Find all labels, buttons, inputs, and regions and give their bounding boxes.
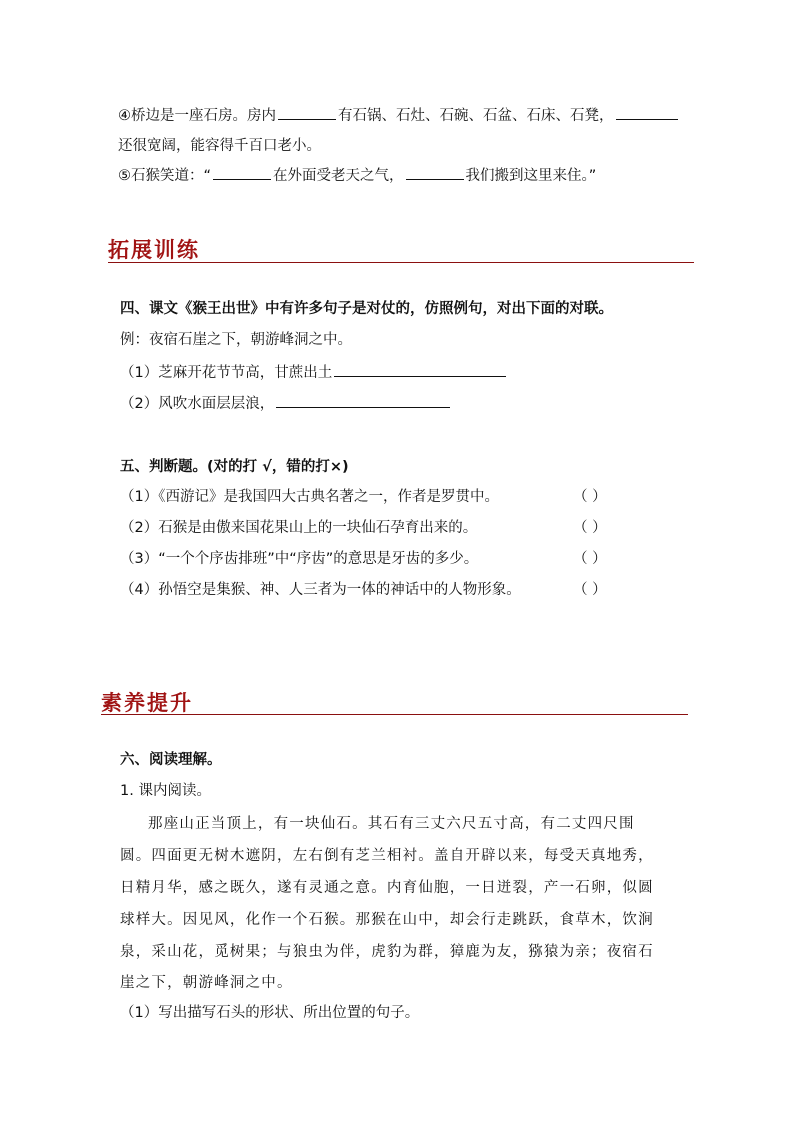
passage-line: 日精月华，感之既久，遂有灵通之意。内育仙胞，一日迸裂，产一石卵，似圆: [120, 880, 654, 896]
line-5-text-b: 在外面受老天之气，: [273, 168, 404, 184]
question-4-title: 四、课文《猴王出世》中有许多句子是对仗的，仿照例句，对出下面的对联。: [120, 301, 613, 317]
judge-item: （4）孙悟空是集猴、神、人三者为一体的神话中的人物形象。: [120, 582, 521, 598]
line-item-4: [118, 104, 680, 125]
fill-blank[interactable]: [406, 165, 464, 180]
couplet-item-2-text: （2）风吹水面层层浪，: [120, 396, 275, 412]
answer-blank[interactable]: [276, 393, 450, 408]
line-4-text-a: ④桥边是一座石房。房内: [118, 108, 276, 124]
couplet-item-1: [120, 361, 508, 382]
passage-line: 球样大。因见风，化作一个石猴。那猴在山中，却会行走跳跃，食草木，饮涧: [120, 912, 654, 928]
line-5-text-a: ⑤石猴笑道：“: [118, 168, 212, 184]
line-item-4-cont: [118, 134, 321, 155]
line-4-text-b: 有石锅、石灶、石碗、石盆、石床、石凳，: [338, 108, 614, 124]
answer-paren[interactable]: （ ）: [573, 489, 607, 505]
line-4-text-c: 还很宽阔，能容得千百口老小。: [118, 138, 321, 154]
answer-paren[interactable]: （ ）: [573, 582, 607, 598]
section-divider: [108, 262, 694, 263]
section-title-extension: 拓展训练: [108, 237, 200, 262]
fill-blank[interactable]: [616, 105, 678, 120]
line-item-5: [118, 164, 596, 185]
answer-paren[interactable]: （ ）: [573, 520, 607, 536]
section-title-literacy: 素养提升: [101, 690, 193, 715]
passage-line: 圆。四面更无树木遮阴，左右倒有芝兰相衬。盖自开辟以来，每受天真地秀，: [120, 848, 654, 864]
judge-item: （3）“一个个序齿排班”中“序齿”的意思是牙齿的多少。: [120, 551, 479, 567]
couplet-item-2: [120, 392, 452, 413]
judge-item: （2）石猴是由傲来国花果山上的一块仙石孕育出来的。: [120, 520, 478, 536]
section-divider: [101, 714, 688, 715]
example-line: 例：夜宿石崖之下，朝游峰洞之中。: [120, 332, 352, 348]
answer-blank[interactable]: [334, 362, 506, 377]
question-6-title: 六、阅读理解。: [120, 752, 222, 768]
sub-question-1: 1. 课内阅读。: [120, 783, 211, 799]
judge-item: （1）《西游记》是我国四大古典名著之一，作者是罗贯中。: [120, 489, 499, 505]
passage-line: 崖之下，朝游峰洞之中。: [120, 975, 293, 991]
fill-blank[interactable]: [278, 105, 336, 120]
couplet-item-1-text: （1）芝麻开花节节高，甘蔗出土: [120, 365, 333, 381]
fill-blank[interactable]: [213, 165, 271, 180]
question-5-title: 五、判断题。(对的打 √，错的打×): [120, 459, 349, 475]
line-5-text-c: 我们搬到这里来住。”: [465, 168, 597, 184]
answer-paren[interactable]: （ ）: [573, 551, 607, 567]
passage-line: 泉，采山花，觅树果；与狼虫为伴，虎豹为群，獐鹿为友，猕猿为亲；夜宿石: [120, 944, 654, 960]
passage-line: 那座山正当顶上，有一块仙石。其石有三丈六尺五寸高，有二丈四尺围: [148, 816, 635, 832]
passage-question-1: （1）写出描写石头的形状、所出位置的句子。: [120, 1005, 420, 1021]
